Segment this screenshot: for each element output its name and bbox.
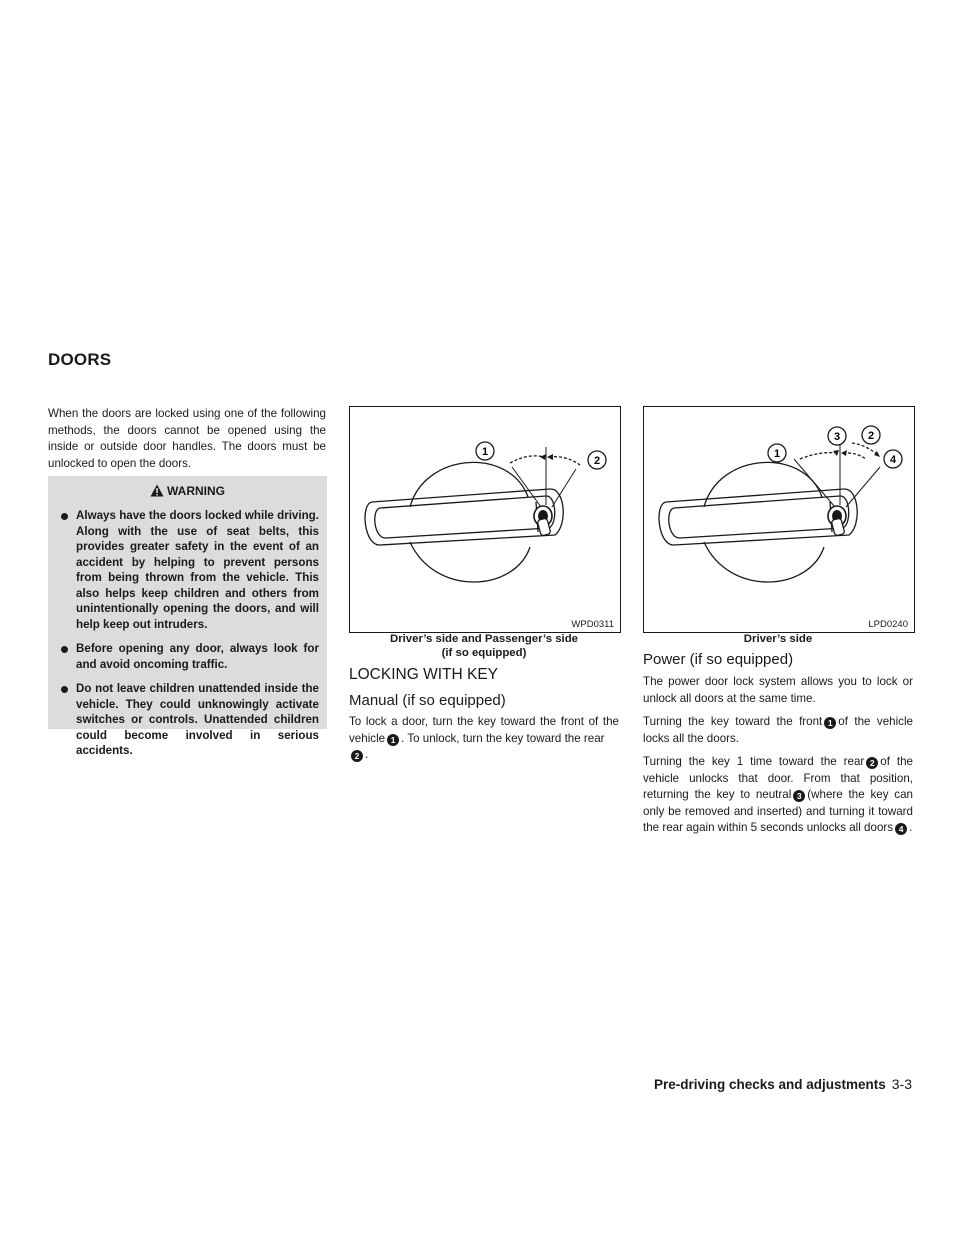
warning-header bbox=[48, 482, 327, 500]
power-paragraph-2: Turning the key toward the front 1 of the vehicle locks all the doors. bbox=[643, 715, 913, 745]
figure-code: WPD0311 bbox=[571, 619, 614, 630]
marker-1-icon: 1 bbox=[824, 717, 836, 729]
manual-paragraph: To lock a door, turn the key toward the front of the vehicle 1 . To unlock, turn the key toward the rear 2 . bbox=[349, 715, 619, 762]
list-item: Before opening any door, always look for and avoid oncoming traffic. bbox=[48, 641, 327, 672]
power-paragraph-3: Turning the key 1 time toward the rear 2 of the vehicle unlocks that door. From that position, returning the key to neutral 3 (where the key can only be removed and inserted) and turning it toward the rear again within 5 seconds unlocks all doors 4 . bbox=[643, 755, 914, 835]
figure-caption: Driver’s side bbox=[743, 633, 813, 645]
intro-paragraph: When the doors are locked using one of the following methods, the doors cannot be opened using the inside or outside door handles. The doors must be unlocked to open the doors. bbox=[48, 407, 326, 470]
marker-1-icon: 1 bbox=[387, 734, 399, 746]
bullet-icon bbox=[61, 686, 68, 693]
bullet-icon bbox=[61, 513, 68, 520]
callout-label: 2 bbox=[593, 455, 601, 467]
list-item: Do not leave children unattended inside the vehicle. They could unknowingly activate switches or controls. Unattended children could become involved in serious accidents. bbox=[48, 681, 327, 759]
callout-label: 1 bbox=[773, 448, 781, 460]
bullet-icon bbox=[61, 646, 68, 653]
callout-label: 3 bbox=[833, 431, 841, 443]
marker-2-icon: 2 bbox=[351, 750, 363, 762]
callout-label: 4 bbox=[889, 454, 897, 466]
callout-label: 2 bbox=[867, 430, 875, 442]
page-number: 3-3 bbox=[891, 1076, 912, 1092]
warning-box bbox=[48, 476, 327, 757]
figure-door-handle-both-sides bbox=[349, 406, 621, 633]
marker-2-icon: 2 bbox=[866, 757, 878, 769]
figure-code: LPD0240 bbox=[868, 619, 908, 630]
power-paragraph-1: The power door lock system allows you to lock or unlock all doors at the same time. bbox=[643, 675, 913, 705]
door-handle-illustration bbox=[350, 407, 620, 632]
power-heading: Power (if so equipped) bbox=[643, 651, 794, 668]
section-title: DOORS bbox=[48, 350, 112, 369]
marker-3-icon: 3 bbox=[793, 790, 805, 802]
figure-caption: Driver’s side and Passenger’s side (if so equipped) bbox=[389, 633, 579, 659]
warning-list bbox=[48, 508, 327, 759]
manual-heading: Manual (if so equipped) bbox=[349, 692, 506, 709]
page-footer bbox=[654, 1076, 912, 1092]
footer-chapter: Pre-driving checks and adjustments bbox=[653, 1077, 886, 1092]
list-item: Always have the doors locked while driving. Along with the use of seat belts, this provides greater safety in the event of an accident by helping to prevent persons from being thrown from the vehicle. This also helps keep children and others from unintentionally opening the doors, and will help keep out intruders. bbox=[48, 508, 327, 632]
figure-door-handle-driver-side bbox=[643, 406, 915, 633]
warning-title: WARNING bbox=[167, 484, 225, 498]
marker-4-icon: 4 bbox=[895, 823, 907, 835]
callout-label: 1 bbox=[481, 446, 489, 458]
locking-heading: LOCKING WITH KEY bbox=[349, 666, 498, 683]
warning-icon bbox=[150, 484, 164, 497]
door-handle-illustration bbox=[644, 407, 914, 632]
